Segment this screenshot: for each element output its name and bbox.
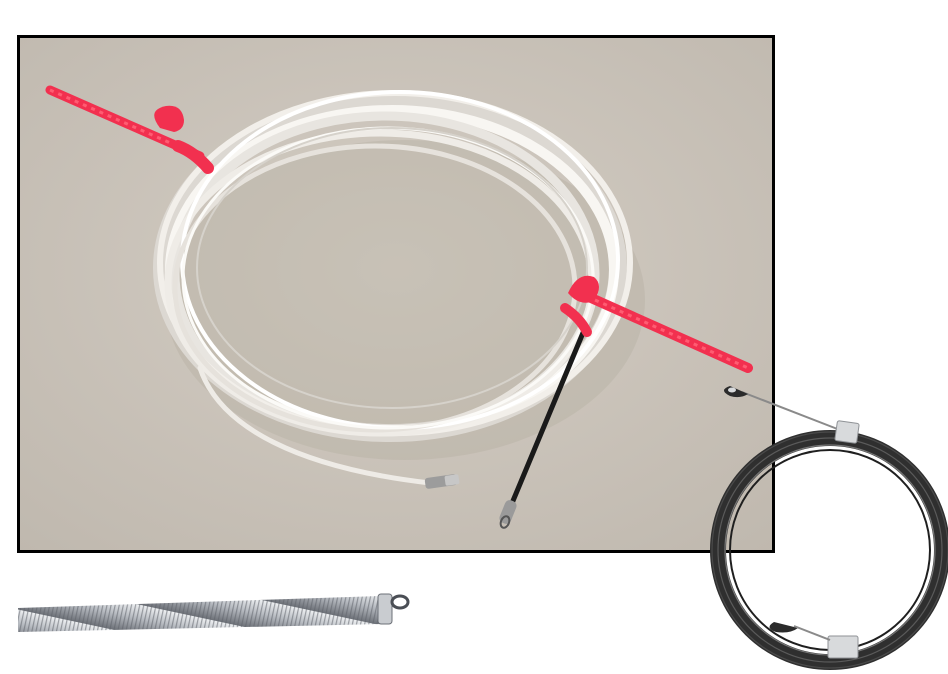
leader-loop-icon <box>724 386 748 397</box>
steel-coil <box>712 432 948 668</box>
spring-fish-tape-image <box>14 578 414 638</box>
spring-eye-icon <box>378 594 408 624</box>
nylon-fish-tape-photo <box>17 35 775 553</box>
tape-clip-bottom <box>828 636 858 658</box>
tape-clip-top <box>835 421 860 444</box>
leader-wire <box>742 392 840 430</box>
spring-body <box>18 596 382 632</box>
inner-loop-icon <box>769 622 830 640</box>
steel-fish-tape-image <box>690 378 948 674</box>
